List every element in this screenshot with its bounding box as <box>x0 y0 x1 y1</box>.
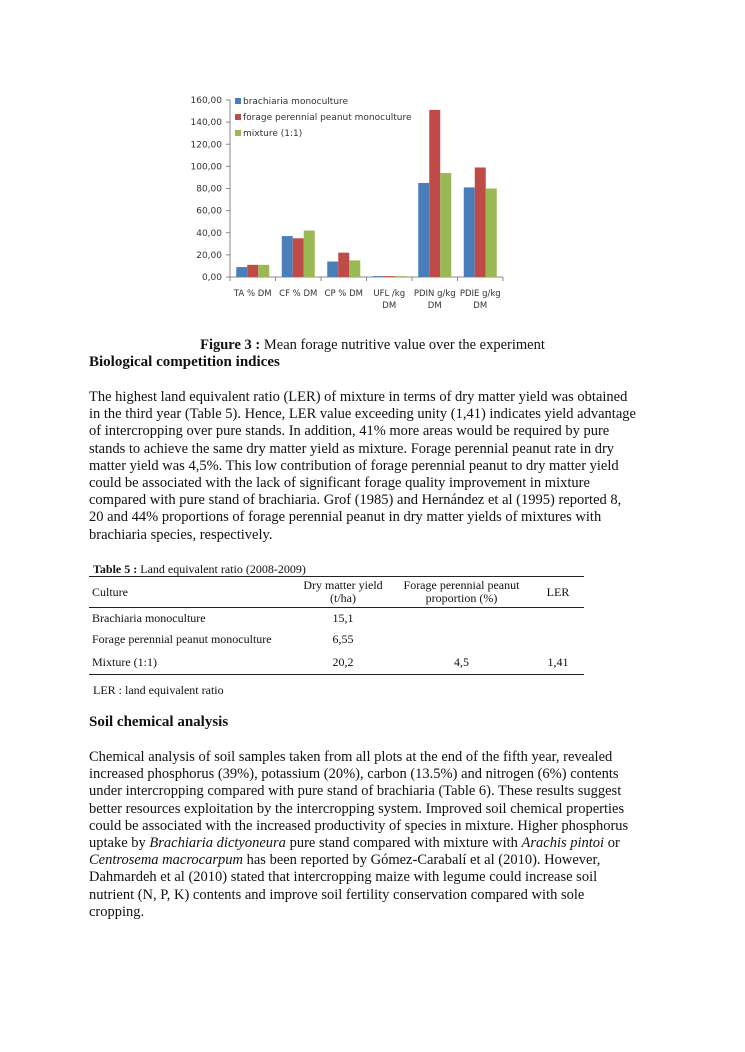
header-ler: LER <box>532 577 584 608</box>
bar <box>304 231 315 277</box>
text-line: stands to achieve the same dry matter yield as mixture. Forage perennial peanut rate in dry <box>89 440 615 457</box>
text-line: 20 and 44% proportions of forage perennial peanut in dry matter yields of mixtures with <box>89 509 602 526</box>
header-culture: Culture <box>89 577 295 608</box>
y-tick-label: 20,00 <box>196 250 222 261</box>
bar <box>327 262 338 277</box>
y-tick-label: 40,00 <box>196 228 222 239</box>
paragraph-biological-competition <box>89 389 669 544</box>
bar <box>486 189 497 278</box>
bar <box>258 265 269 277</box>
x-tick-label: DM <box>382 301 397 311</box>
table-5-caption-text: Land equivalent ratio (2008-2009) <box>137 562 306 576</box>
cell-ler: 1,41 <box>532 650 584 675</box>
legend-swatch <box>235 98 241 104</box>
text-line: Centrosema macrocarpum has been reported by Gómez-Carabalí et al (2010). However, <box>89 852 601 869</box>
table-5 <box>89 576 584 675</box>
cell-fpp <box>391 608 532 630</box>
bar <box>418 183 429 277</box>
cell-ler <box>532 629 584 650</box>
bar <box>475 167 486 277</box>
figure-caption-text: Mean forage nutritive value over the experiment <box>260 337 545 353</box>
bar <box>429 110 440 277</box>
text-line: Dahmardeh et al (2010) stated that intercropping maize with legume could increase soil <box>89 869 598 886</box>
x-tick-label: DM <box>427 301 442 311</box>
table-row <box>89 629 584 650</box>
bar <box>395 276 406 277</box>
bar <box>440 173 451 277</box>
table-row <box>89 650 584 675</box>
y-tick-label: 60,00 <box>196 206 222 217</box>
x-tick-label: UFL /kg <box>373 289 406 299</box>
bar-chart <box>170 88 515 318</box>
bar <box>338 253 349 277</box>
legend-label: mixture (1:1) <box>243 129 303 139</box>
section-heading-soil-chemical-analysis: Soil chemical analysis <box>89 714 229 730</box>
figure-3-chart <box>170 88 515 318</box>
cell-culture: Mixture (1:1) <box>89 650 295 675</box>
cell-culture: Forage perennial peanut monoculture <box>92 632 272 646</box>
x-tick-label: PDIN g/kg <box>413 289 456 299</box>
text-line: nutrient (N, P, K) contents and improve soil fertility conservation compared with sole <box>89 886 585 903</box>
header-fpp-line2: proportion (%) <box>425 591 498 605</box>
paragraph-soil-chemical-analysis <box>89 749 669 921</box>
bar <box>247 265 258 277</box>
cell-ler <box>532 608 584 630</box>
bar <box>349 260 360 277</box>
table-header-row <box>89 577 584 608</box>
header-fpp-line1: Forage perennial peanut <box>403 578 520 592</box>
figure-label: Figure 3 : <box>200 337 261 353</box>
y-tick-label: 120,00 <box>190 140 222 151</box>
bar <box>293 238 304 277</box>
text-line: under intercropping compared with pure stand of brachiaria (Table 6). These results suggest <box>89 783 622 800</box>
x-tick-label: CP % DM <box>324 289 363 299</box>
text-line: uptake by Brachiaria dictyoneura pure stand compared with mixture with Arachis pintoi or <box>89 835 620 852</box>
text-line: Chemical analysis of soil samples taken from all plots at the end of the fifth year, revealed <box>89 749 613 765</box>
header-dm-yield-line1: Dry matter yield <box>303 578 383 592</box>
text-line: better resources exploitation by the intercropping system. Improved soil chemical properties <box>89 800 625 817</box>
bar <box>282 236 293 277</box>
y-tick-label: 140,00 <box>190 118 222 129</box>
text-line: cropping. <box>89 903 145 920</box>
cell-culture: Brachiaria monoculture <box>92 611 206 625</box>
header-dm-yield-line2: (t/ha) <box>330 591 356 605</box>
text-line: in the third year (Table 5). Hence, LER value exceeding unity (1,41) indicates yield advantage <box>89 406 636 423</box>
x-tick-label: PDIE g/kg <box>459 289 501 299</box>
header-dm-yield <box>295 577 391 608</box>
cell-dm-yield: 20,2 <box>295 650 391 675</box>
cell-dm-yield: 6,55 <box>332 632 354 646</box>
bar <box>373 276 384 277</box>
bar <box>236 267 247 277</box>
cell-fpp: 4,5 <box>391 650 532 675</box>
legend-swatch <box>235 130 241 136</box>
header-fpp-proportion <box>391 577 532 608</box>
x-tick-label: TA % DM <box>233 289 272 299</box>
text-line: compared with pure stand of brachiaria. Grof (1985) and Hernández et al (1995) reported 8, <box>89 492 622 509</box>
y-tick-label: 160,00 <box>190 96 222 106</box>
text-line: brachiaria species, respectively. <box>89 526 273 543</box>
bar <box>384 276 395 277</box>
text-line: could be associated with the increased productivity of species in mixture. Higher phosphorus <box>89 817 629 834</box>
text-line: could be associated with the lack of significant forage quality improvement in mixture <box>89 475 590 492</box>
text-line: increased phosphorus (39%), potassium (20%), carbon (13.5%) and nitrogen (6%) contents <box>89 766 619 783</box>
text-line: matter yield was 4,5%. This low contribution of forage perennial peanut to dry matter yield <box>89 457 619 474</box>
x-tick-label: CF % DM <box>279 289 318 299</box>
y-tick-label: 80,00 <box>196 184 222 195</box>
text-line: The highest land equivalent ratio (LER) of mixture in terms of dry matter yield was obtained <box>89 389 628 405</box>
text-line: of intercropping over pure stands. In addition, 41% more areas would be required by pure <box>89 423 610 440</box>
legend-swatch <box>235 114 241 120</box>
figure-caption <box>0 337 745 354</box>
cell-dm-yield: 15,1 <box>332 611 354 625</box>
table-5-label: Table 5 : <box>93 562 138 576</box>
table-5-caption <box>93 562 306 577</box>
bar <box>464 187 475 277</box>
legend-label: forage perennial peanut monoculture <box>243 113 412 123</box>
y-tick-label: 0,00 <box>201 273 222 283</box>
table-row <box>89 608 584 630</box>
legend-label: brachiaria monoculture <box>243 97 349 107</box>
y-tick-label: 100,00 <box>190 162 222 173</box>
section-heading-biological-competition: Biological competition indices <box>89 354 280 370</box>
cell-fpp <box>391 629 532 650</box>
table-5-note: LER : land equivalent ratio <box>93 683 224 697</box>
x-tick-label: DM <box>473 301 488 311</box>
